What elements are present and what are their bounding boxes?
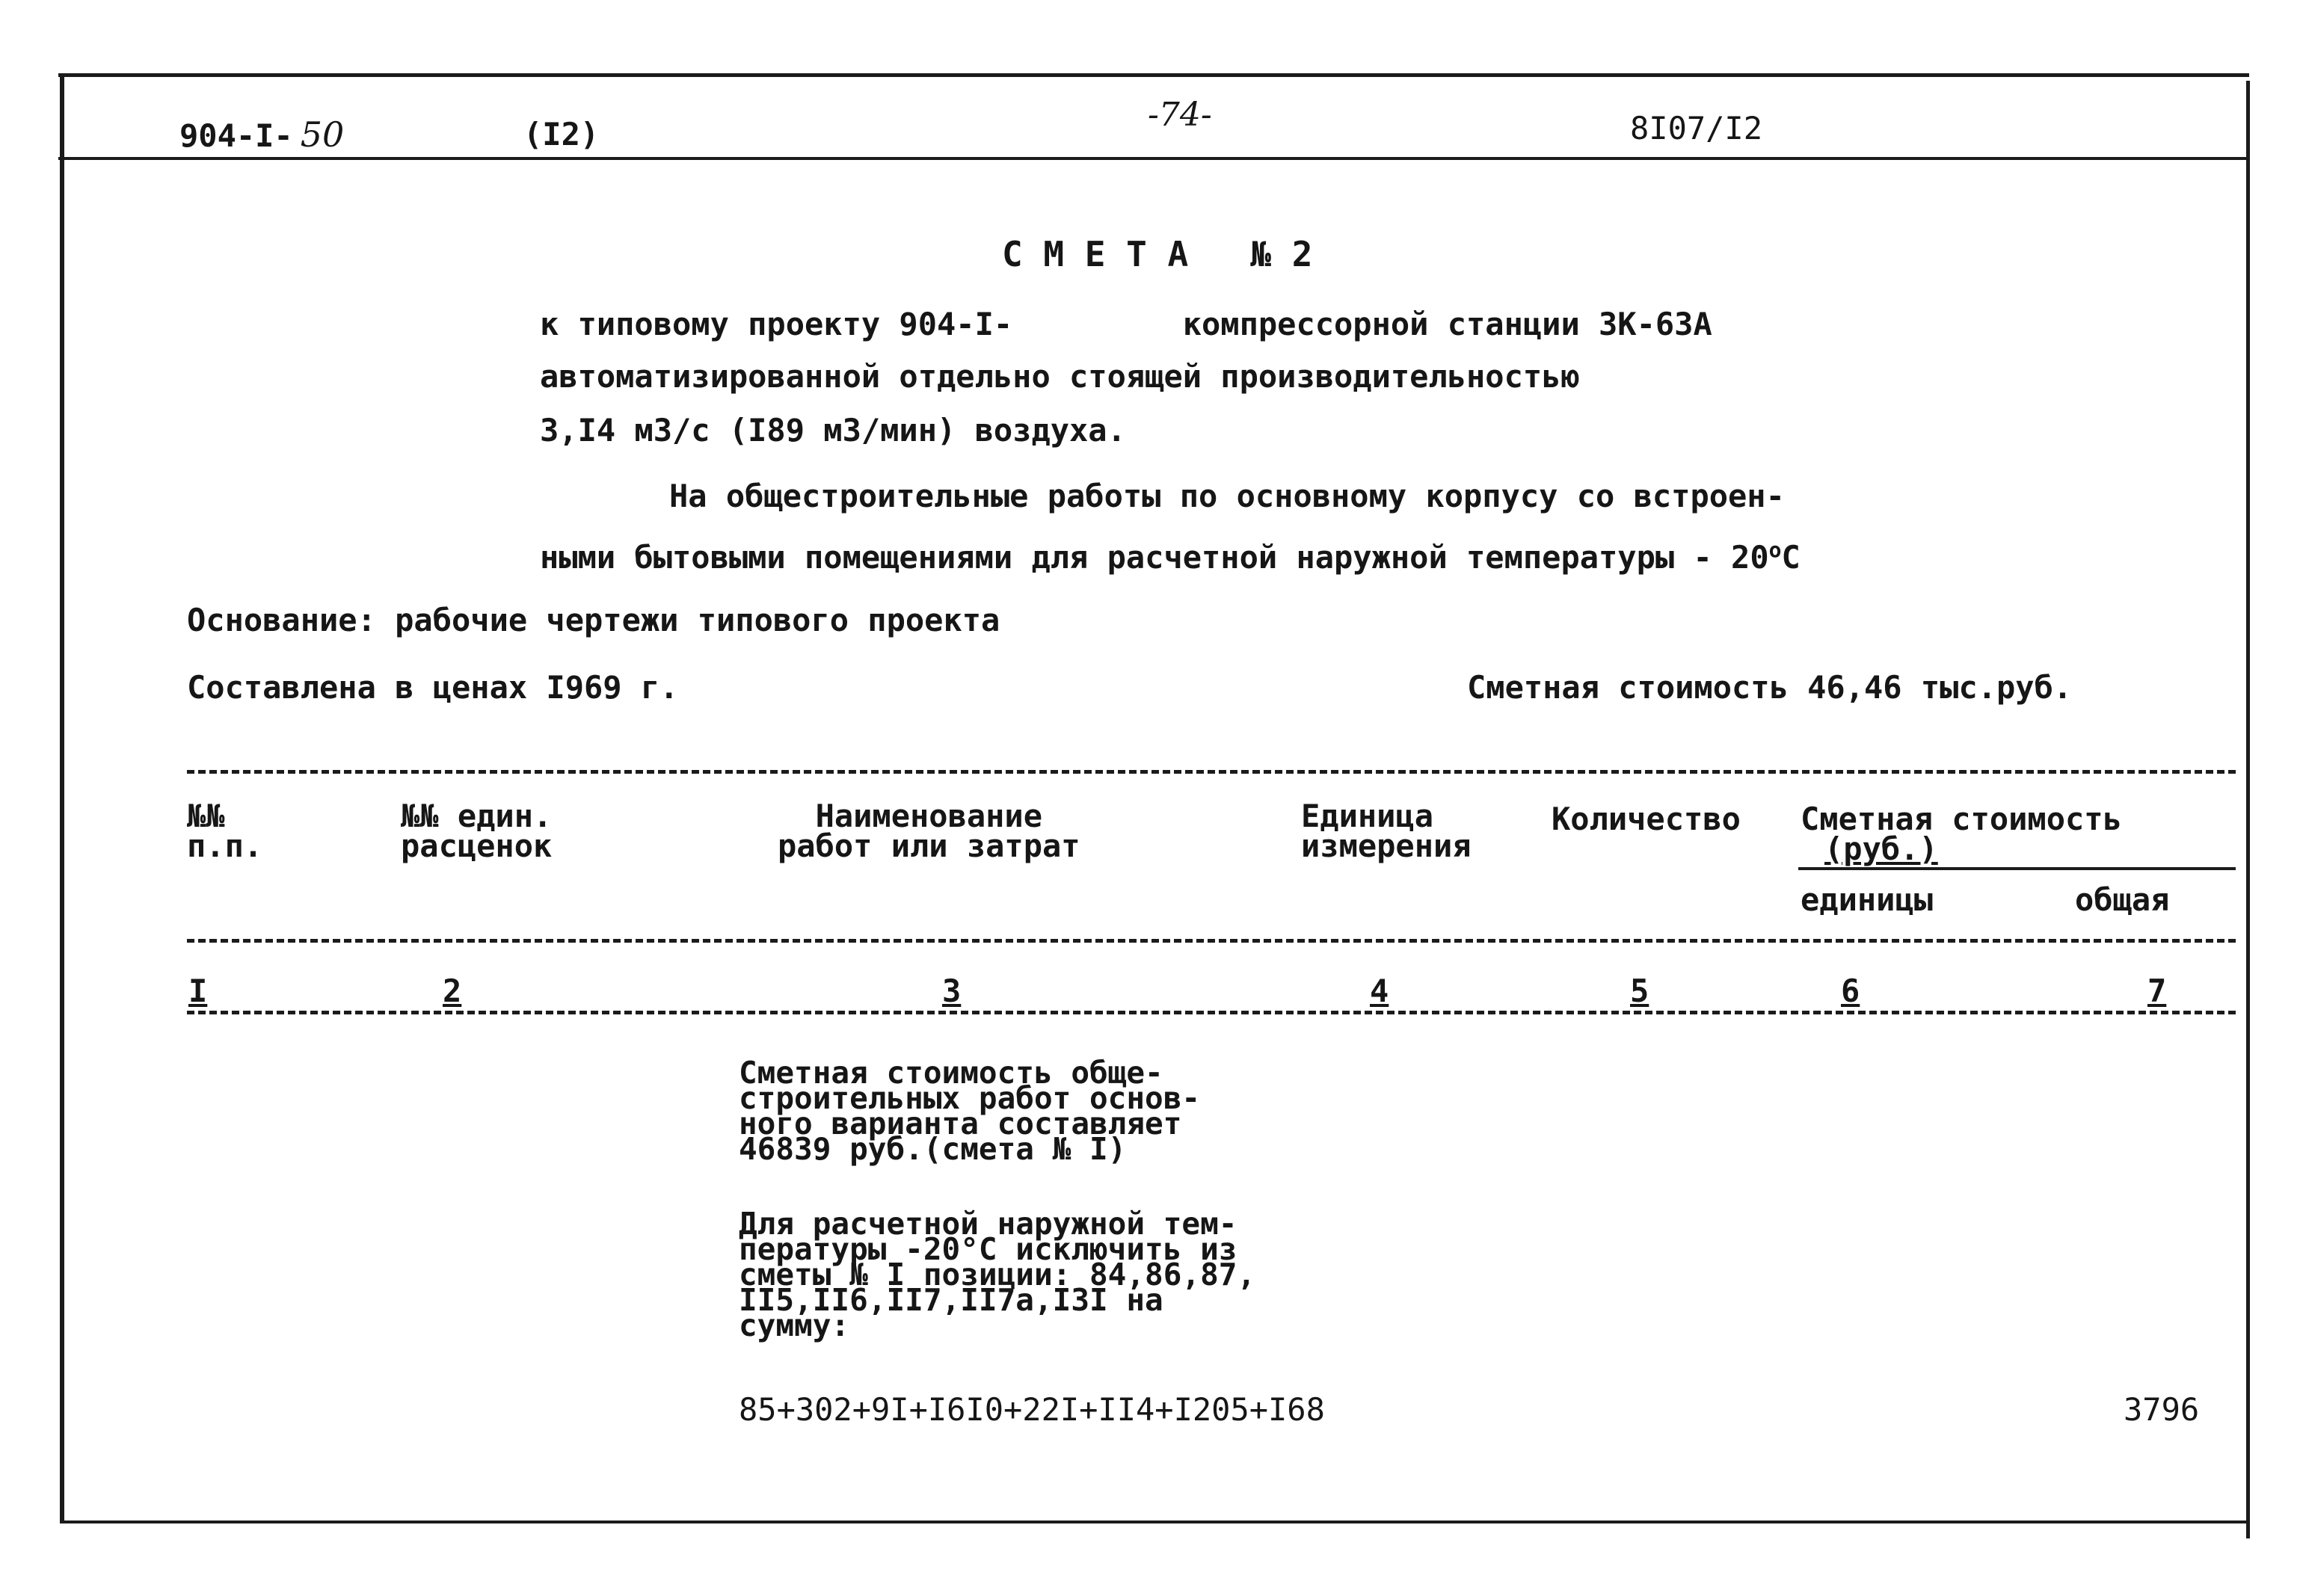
col-header-quantity: Количество (1552, 801, 1741, 837)
sum-expression: 85+302+9I+I6I0+22I+II4+I205+I68 (739, 1391, 1325, 1428)
project-code (179, 114, 345, 155)
sheet-code: (I2) (523, 116, 600, 152)
table-header-rule (187, 939, 2236, 943)
project-prefix: 904-I- (179, 117, 293, 154)
column-number-1: I (188, 973, 208, 1009)
column-number-6: 6 (1841, 973, 1860, 1009)
column-number-3: 3 (942, 973, 962, 1009)
basis-line: Основание: рабочие чертежи типового проекта (187, 602, 1000, 638)
col-header-unit-cost: единицы (1801, 881, 1934, 918)
prices-line: Составлена в ценах I969 г. (187, 669, 679, 706)
column-number-7: 7 (2147, 973, 2167, 1009)
sum-total: 3796 (2124, 1391, 2200, 1428)
album-code: 8I07/I2 (1630, 110, 1763, 147)
column-number-2: 2 (443, 973, 462, 1009)
purpose-line-2-text: ными бытовыми помещениями для расчетной наружной температуры - 20 (540, 539, 1769, 576)
frame-right-line (2246, 81, 2250, 1538)
col-header-work-name: Наименование работ или затрат (778, 798, 1080, 864)
column-numbers-rule (187, 1011, 2236, 1014)
frame-bottom-line (60, 1520, 2249, 1523)
note-main-variant-cost: Сметная стоимость обще- строительных работ основ- ного варианта составляет 46839 руб.(смета № I) (739, 1055, 1201, 1167)
col-header-total-cost: общая (2075, 881, 2170, 918)
purpose-line-2 (540, 532, 1801, 576)
purpose-line-2-unit: С (1781, 539, 1801, 576)
estimate-cost: Сметная стоимость 46,46 тыс.руб. (1467, 669, 2073, 706)
purpose-line-1: На общестроительные работы по основному корпусу со встроен- (669, 478, 1785, 514)
col-header-cost-currency: (руб.) (1824, 831, 1938, 867)
document-heading: С М Е Т А № 2 (1002, 234, 1313, 274)
page-number: -74- (1148, 96, 1212, 134)
column-number-5: 5 (1630, 973, 1649, 1009)
frame-top-line (58, 73, 2249, 77)
title-line-2: автоматизированной отдельно стоящей производительностью (540, 358, 1580, 395)
project-handwritten-number: 50 (300, 114, 345, 155)
col-header-position: №№ п.п. (187, 798, 263, 864)
column-number-4: 4 (1370, 973, 1389, 1009)
degree-sign: о (1768, 537, 1782, 562)
col-header-cost: Сметная стоимость (1801, 801, 2122, 837)
note-exclusions: Для расчетной наружной тем- пературы -20°С исключить из сметы № I позиции: 84,86,87, II5,II6,II7,II7а,I3I на сумму: (739, 1206, 1256, 1343)
cost-header-rule (1798, 867, 2236, 870)
col-header-unit: Единица измерения (1301, 798, 1472, 864)
col-header-rate-number: №№ един. расценок (401, 798, 553, 864)
frame-left-line (60, 73, 64, 1523)
title-line-3: 3,I4 м3/с (I89 м3/мин) воздуха. (540, 412, 1126, 449)
frame-header-line (58, 157, 2249, 160)
title-line-1: к типовому проекту 904-I- компрессорной станции 3К-63А (540, 306, 1712, 342)
table-top-rule (187, 770, 2236, 774)
